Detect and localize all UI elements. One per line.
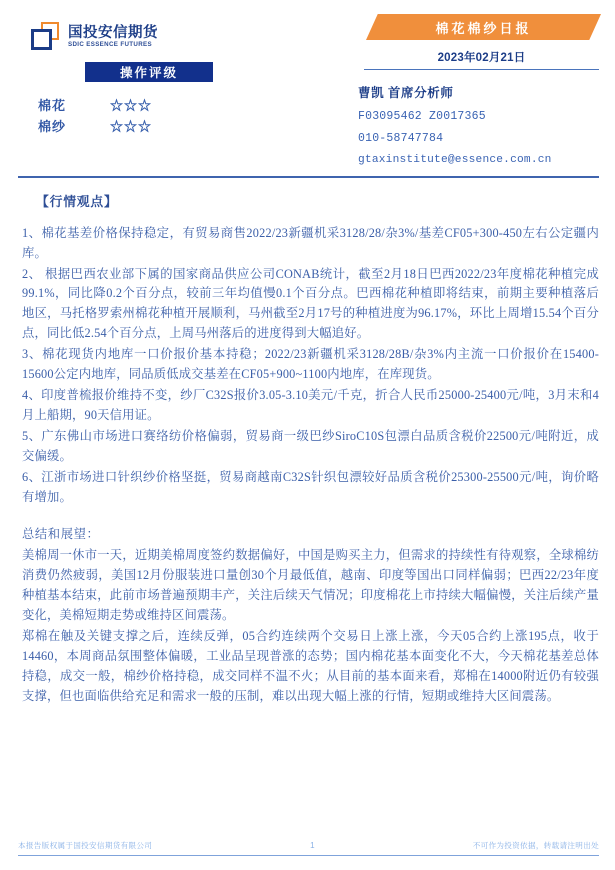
report-footer: [18, 838, 599, 852]
report-body: [22, 192, 599, 708]
rating-stars-icon: ☆☆☆: [110, 119, 153, 134]
body-spacer: [22, 508, 599, 525]
sdic-logo-icon: [30, 22, 62, 52]
footer-copyright: 本报告版权属于国投安信期货有限公司: [18, 840, 153, 850]
logo-navy-square-icon: [31, 29, 52, 50]
analyst-phone: 010-58747784: [358, 132, 444, 145]
report-meta-block: [358, 14, 603, 166]
report-date: 2023年02月21日: [364, 49, 599, 70]
rating-row: [38, 115, 330, 136]
rating-row: [38, 94, 330, 115]
footer-divider: [18, 855, 599, 856]
company-logo: [30, 20, 330, 54]
footer-disclaimer: 不可作为投资依据，转载请注明出处: [472, 840, 599, 850]
rating-bar-title: 操作评级: [85, 62, 213, 82]
summary-title: 总结和展望：: [22, 527, 100, 542]
brand-block: [30, 20, 330, 136]
market-point-1: 1、棉花基差价格保持稳定，有贸易商售2022/23新疆机采3128/28/杂3%/基差CF05+300-450左右公定疆内库。: [22, 225, 599, 260]
logo-text: [68, 26, 158, 49]
report-title: 棉花棉纱日报: [435, 20, 532, 36]
market-point-4: 4、印度普梳报价维持不变，纱厂C32S报价3.05-3.10美元/千克，折合人民币25000-25400元/吨，3月末和4月上船期，90天信用证。: [22, 387, 599, 422]
section-title-market-view: 【行情观点】: [36, 195, 118, 209]
footer-page-number: 1: [310, 840, 315, 850]
market-point-3: 3、棉花现货内地库一口价报价基本持稳；2022/23新疆机采3128/28B/杂3%内主流一口价报价在15400-15600公定内地库，同品质低成交基差在CF05+900~1100内地库，在库现货。: [22, 347, 599, 382]
summary-paragraph-us-cotton: 美棉周一休市一天，近期美棉周度签约数据偏好，中国是购买主力，但需求的持续性有待观察，全球棉纺消费仍然疲弱，美国12月份服装进口量创30个月最低值，越南、印度等国出口同样偏弱；巴西22/23年度种植基本结束，此前市场普遍预期丰产，关注后续天气情况；印度棉花上市持续大幅偏慢，关注后续产量变化，美棉短期走势或维持区间震荡。: [22, 548, 599, 623]
market-point-2: 2、 根据巴西农业部下属的国家商品供应公司CONAB统计，截至2月18日巴西2022/23年度棉花种植完成99.1%，同比降0.2个百分点，较前三年均值慢0.1个百分点。巴西棉花种植即将结束，前期主要种植落后地区，马托格罗索州棉花种植开展顺利，马州截至2月17号的种植进度为96.17%，环比上周增15.54个百分点，同比低2.54个百分点，上周马州落后的进度得到大幅追好。: [22, 266, 599, 341]
rating-product-name: 棉纱: [38, 119, 67, 134]
header-divider: [18, 176, 599, 178]
report-header: [0, 0, 615, 168]
analyst-license-number: F03095462 Z0017365: [358, 110, 486, 123]
market-point-6: 6、江浙市场进口针织纱价格坚挺，贸易商越南C32S针织包漂较好品质含税价25300-25500元/吨，询价略有增加。: [22, 469, 599, 504]
summary-paragraph-zheng-cotton: 郑棉在触及关键支撑之后，连续反弹，05合约连续两个交易日上涨上涨，今天05合约上涨195点，收于14460，本周商品氛围整体偏暖，工业品呈现普涨的态势；国内棉花基本面变化不大，今天棉花基差总体持稳，成交一般，棉纱价格持稳，成交同样不温不火；从目前的基本面来看，郑棉在14000附近仍有较强支撑，但也面临供给充足和需求一般的压制，难以出现大幅上涨的行情，短期或维持大区间震荡。: [22, 628, 599, 703]
logo-company-name-cn: 国投安信期货: [68, 24, 158, 41]
analyst-email: gtaxinstitute@essence.com.cn: [358, 154, 552, 166]
rating-stars-icon: ☆☆☆: [110, 98, 153, 113]
analyst-name: 曹凯 首席分析师: [358, 86, 454, 100]
market-point-5: 5、广东佛山市场进口赛络纺价格偏弱，贸易商一级巴纱SiroC10S包漂白品质含税价22500元/吨附近，成交偏缓。: [22, 428, 599, 463]
logo-company-name-en: SDIC ESSENCE FUTURES: [68, 41, 153, 49]
report-title-banner: [366, 14, 601, 40]
rating-product-name: 棉花: [38, 98, 67, 113]
rating-list: [38, 94, 330, 136]
